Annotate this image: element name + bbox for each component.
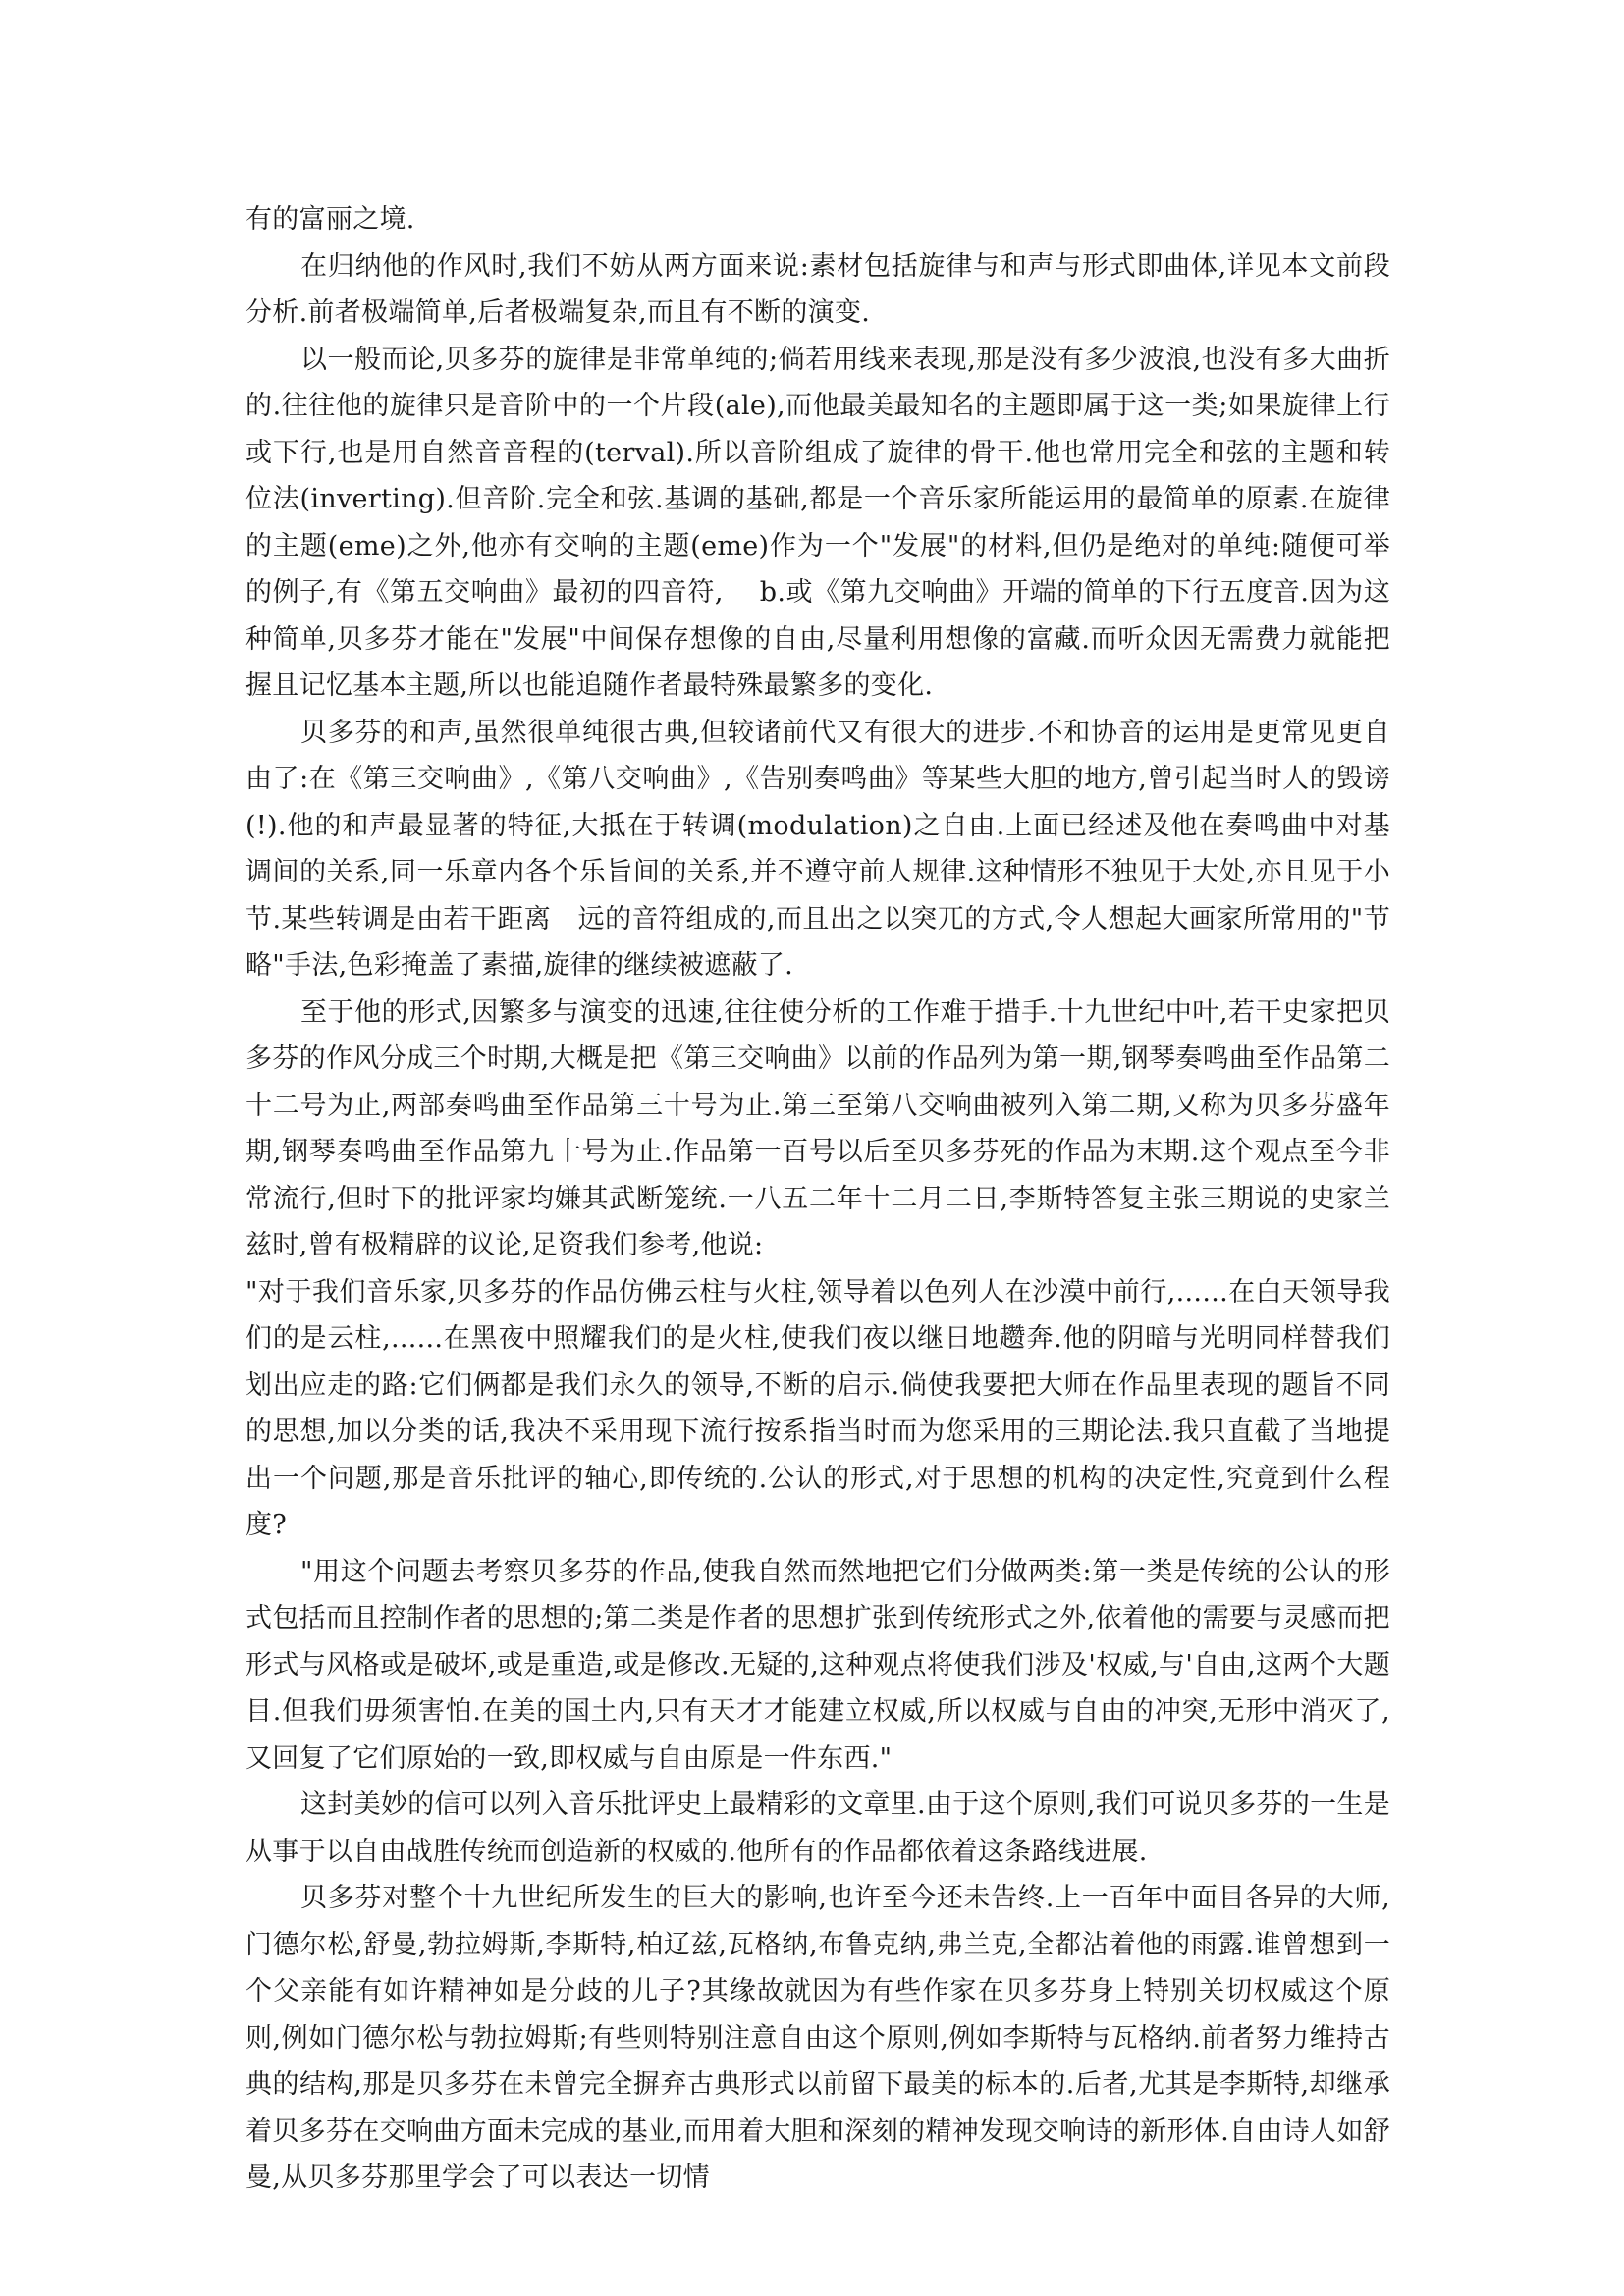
quotation-paragraph-1: "对于我们音乐家,贝多芬的作品仿佛云柱与火柱,领导着以色列人在沙漠中前行,......在白天领导我们的是云柱,......在黑夜中照耀我们的是火柱,使我们夜以继日地趱奔.他的阴暗与光明同样替我们划出应走的路:它们俩都是我们永久的领导,不断的启示.倘使我要把大师在作品里表现的题旨不同的思想,加以分类的话,我决不采用现下流行按系指当时而为您采用的三期论法.我只直截了当地提出一个问题,那是音乐批评的轴心,即传统的.公认的形式,对于思想的机构的决定性,究竟到什么程度? bbox=[245, 1276, 1390, 1540]
paragraph-3: 以一般而论,贝多芬的旋律是非常单纯的;倘若用线来表现,那是没有多少波浪,也没有多大曲折的.往往他的旋律只是音阶中的一个片段(ale),而他最美最知名的主题即属于这一类;如果旋律上行或下行,也是用自然音音程的(terval).所以音阶组成了旋律的骨干.他也常用完全和弦的主题和转位法(inverting).但音阶.完全和弦.基调的基础,都是一个音乐家所能运用的最简单的原素.在旋律的主题(eme)之外,他亦有交响的主题(eme)作为一个"发展"的材料,但仍是绝对的单纯:随便可举的例子,有《第五交响曲》最初的四音符, b.或《第九交响曲》开端的简单的下行五度音.因为这种简单,贝多芬才能在"发展"中间保存想像的自由,尽量利用想像的富藏.而听众因无需费力就能把握且记忆基本主题,所以也能追随作者最特殊最繁多的变化. bbox=[245, 344, 1390, 701]
paragraph-9: 贝多芬对整个十九世纪所发生的巨大的影响,也许至今还未告终.上一百年中面目各异的大师,门德尔松,舒曼,勃拉姆斯,李斯特,柏辽兹,瓦格纳,布鲁克纳,弗兰克,全都沾着他的雨露.谁曾想到一个父亲能有如许精神如是分歧的儿子?其缘故就因为有些作家在贝多芬身上特别关切权威这个原则,例如门德尔松与勃拉姆斯;有些则特别注意自由这个原则,例如李斯特与瓦格纳.前者努力维持古典的结构,那是贝多芬在未曾完全摒弃古典形式以前留下最美的标本的.后者,尤其是李斯特,却继承着贝多芬在交响曲方面未完成的基业,而用着大胆和深刻的精神发现交响诗的新形体.自由诗人如舒曼,从贝多芬那里学会了可以表达一切情 bbox=[245, 1883, 1390, 2193]
body-text bbox=[245, 196, 1390, 2202]
paragraph-1: 有的富丽之境. bbox=[245, 204, 415, 235]
paragraph-4: 贝多芬的和声,虽然很单纯很古典,但较诸前代又有很大的进步.不和协音的运用是更常见更自由了:在《第三交响曲》,《第八交响曲》,《告别奏鸣曲》等某些大胆的地方,曾引起当时人的毁谤(!).他的和声最显著的特征,大抵在于转调(modulation)之自由.上面已经述及他在奏鸣曲中对基调间的关系,同一乐章内各个乐旨间的关系,并不遵守前人规律.这种情形不独见于大处,亦且见于小节.某些转调是由若干距离 远的音符组成的,而且出之以突兀的方式,令人想起大画家所常用的"节略"手法,色彩掩盖了素描,旋律的继续被遮蔽了. bbox=[245, 717, 1390, 981]
quotation-paragraph-2: "用这个问题去考察贝多芬的作品,使我自然而然地把它们分做两类:第一类是传统的公认的形式包括而且控制作者的思想的;第二类是作者的思想扩张到传统形式之外,依着他的需要与灵感而把形式与风格或是破坏,或是重造,或是修改.无疑的,这种观点将使我们涉及'权威,与'自由,这两个大题目.但我们毋须害怕.在美的国土内,只有天才才能建立权威,所以权威与自由的冲突,无形中消灭了,又回复了它们原始的一致,即权威与自由原是一件东西." bbox=[245, 1556, 1390, 1774]
paragraph-5: 至于他的形式,因繁多与演变的迅速,往往使分析的工作难于措手.十九世纪中叶,若干史家把贝多芬的作风分成三个时期,大概是把《第三交响曲》以前的作品列为第一期,钢琴奏鸣曲至作品第二十二号为止,两部奏鸣曲至作品第三十号为止.第三至第八交响曲被列入第二期,又称为贝多芬盛年期,钢琴奏鸣曲至作品第九十号为止.作品第一百号以后至贝多芬死的作品为末期.这个观点至今非常流行,但时下的批评家均嫌其武断笼统.一八五二年十二月二日,李斯特答复主张三期说的史家兰兹时,曾有极精辟的议论,足资我们参考,他说: bbox=[245, 996, 1390, 1260]
paragraph-8: 这封美妙的信可以列入音乐批评史上最精彩的文章里.由于这个原则,我们可说贝多芬的一生是从事于以自由战胜传统而创造新的权威的.他所有的作品都依着这条路线进展. bbox=[245, 1789, 1390, 1867]
paragraph-2: 在归纳他的作风时,我们不妨从两方面来说:素材包括旋律与和声与形式即曲体,详见本文前段分析.前者极端简单,后者极端复杂,而且有不断的演变. bbox=[245, 250, 1391, 328]
